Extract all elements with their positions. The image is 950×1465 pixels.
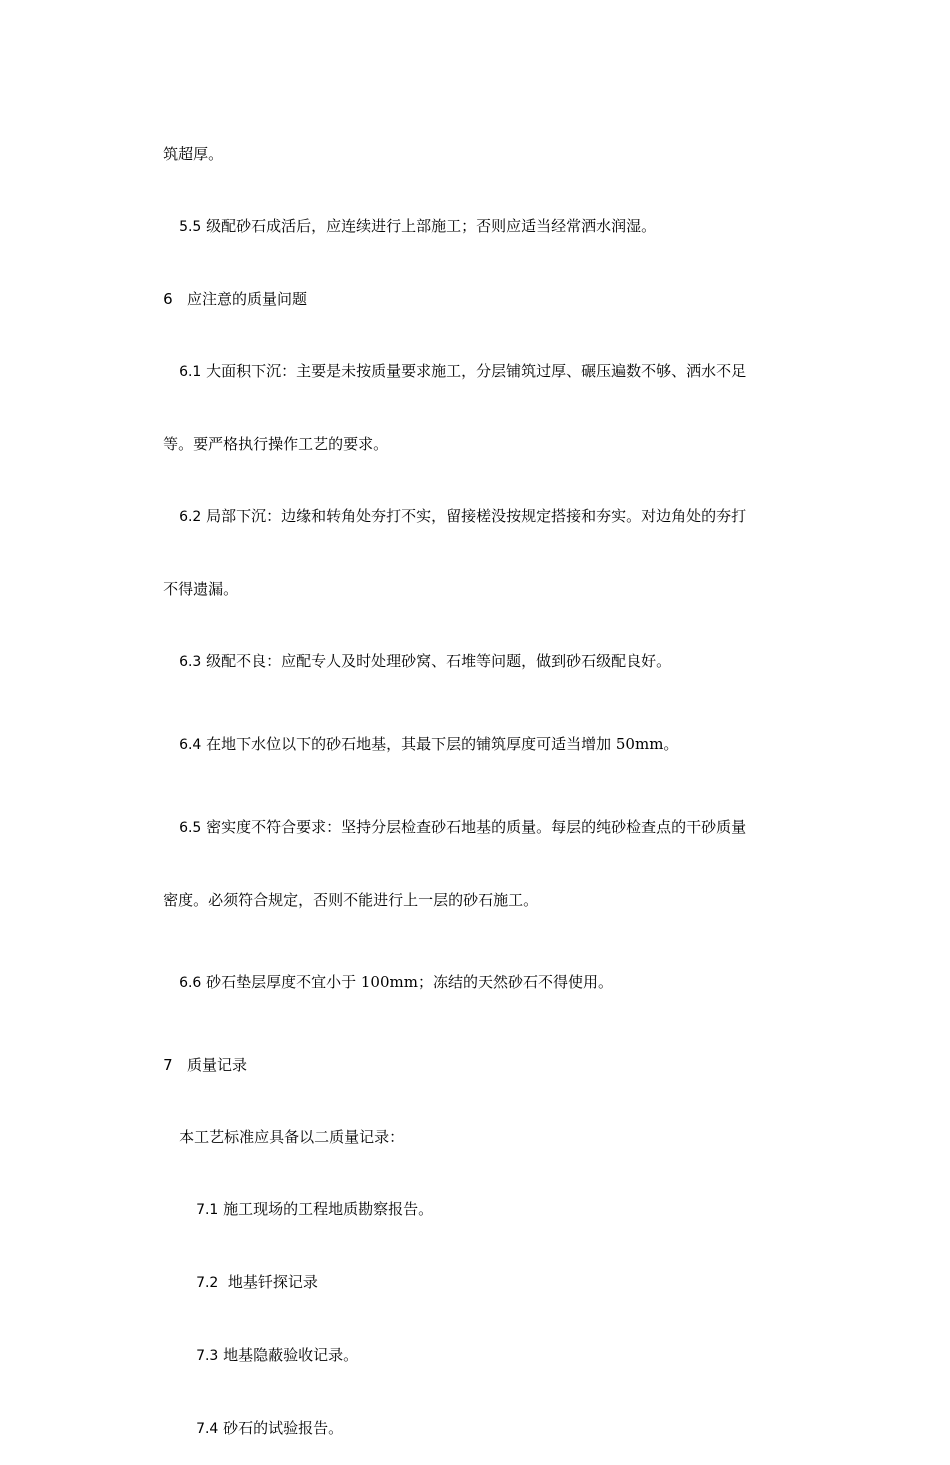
section-number: 6.5: [179, 820, 202, 836]
paragraph-6-5: [144, 791, 808, 864]
section-number: 6.1: [179, 364, 202, 380]
paragraph-6-5-continued: [144, 864, 808, 936]
section-number: 5.5: [179, 219, 202, 235]
paragraph-6-2-continued: [144, 553, 808, 625]
section-number: 6.3: [179, 654, 202, 670]
paragraph-text: 级配不良：应配专人及时处理砂窝、石堆等问题，做到砂石级配良好。: [201, 652, 672, 670]
heading-title: 质量记录: [186, 1056, 247, 1074]
paragraph-text: 本工艺标准应具备以二质量记录：: [179, 1128, 405, 1146]
paragraph-6-6: [144, 946, 808, 1019]
section-number: 7.3: [196, 1348, 219, 1364]
paragraph-text: 密度。必须符合规定，否则不能进行上一层的砂石施工。: [163, 891, 539, 909]
list-item-text: 地基隐蔽验收记录。: [218, 1346, 359, 1364]
paragraph-text: 不得遗漏。: [163, 580, 239, 598]
list-item-text: 施工现场的工程地质勘察报告。: [218, 1200, 434, 1218]
paragraph-text: 大面积下沉：主要是未按质量要求施工，分层铺筑过厚、碾压遍数不够、洒水不足: [201, 362, 747, 380]
section-number: 7.1: [196, 1202, 219, 1218]
spacer: [144, 698, 808, 708]
list-item-7-4: [144, 1392, 808, 1465]
paragraph-text: 局部下沉：边缘和转角处夯打不实，留接槎没按规定搭接和夯实。对边角处的夯打: [201, 507, 747, 525]
section-number: 7.2: [196, 1275, 219, 1291]
paragraph-5-5: [144, 190, 808, 263]
heading-title: 应注意的质量问题: [186, 290, 307, 308]
heading-number: 6: [163, 290, 173, 308]
paragraph-6-1: [144, 335, 808, 408]
paragraph-6-2: [144, 480, 808, 553]
section-number: 7.4: [196, 1421, 219, 1437]
section-number: 6.4: [179, 737, 202, 753]
paragraph-text: 密实度不符合要求：坚持分层检查砂石地基的质量。每层的纯砂检查点的干砂质量: [201, 818, 747, 836]
paragraph-text: 级配砂石成活后，应连续进行上部施工；否则应适当经常洒水润湿。: [201, 217, 657, 235]
spacer: [144, 936, 808, 946]
section-heading-7: [144, 1029, 808, 1101]
heading-number: 7: [163, 1056, 173, 1074]
list-item-7-3: [144, 1319, 808, 1392]
spacer: [144, 1019, 808, 1029]
paragraph-6-4: [144, 708, 808, 781]
paragraph-text: 筑超厚。: [163, 145, 224, 163]
document-page: [144, 118, 808, 1465]
list-item-text: 地基钎探记录: [218, 1273, 318, 1291]
paragraph-7-intro: [144, 1101, 808, 1173]
list-item-7-1: [144, 1173, 808, 1246]
section-heading-6: [144, 263, 808, 335]
paragraph-text: 等。要严格执行操作工艺的要求。: [163, 435, 389, 453]
spacer: [144, 781, 808, 791]
list-item-text: 砂石的试验报告。: [218, 1419, 344, 1437]
paragraph-text: 在地下水位以下的砂石地基，其最下层的铺筑厚度可适当增加 50mm。: [201, 735, 679, 753]
section-number: 6.6: [179, 975, 202, 991]
paragraph-continuation: [144, 118, 808, 190]
paragraph-6-1-continued: [144, 408, 808, 480]
paragraph-6-3: [144, 625, 808, 698]
section-number: 6.2: [179, 509, 202, 525]
paragraph-text: 砂石垫层厚度不宜小于 100mm；冻结的天然砂石不得使用。: [201, 973, 613, 991]
list-item-7-2: [144, 1246, 808, 1319]
